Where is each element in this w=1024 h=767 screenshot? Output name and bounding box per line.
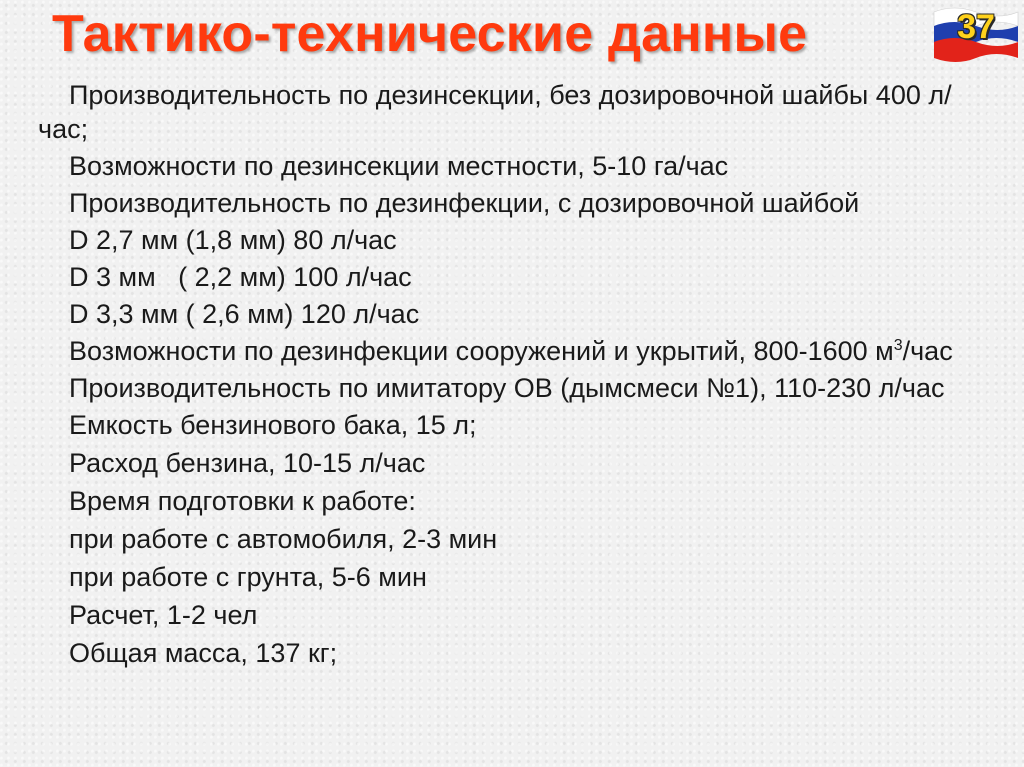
spec-disinsection-productivity: Производительность по дезинсекции, без дозировочной шайбы 400 л/час; xyxy=(38,80,952,144)
spec-terrain-disinsection: Возможности по дезинсекции местности, 5-10 га/час xyxy=(69,151,729,181)
spec-d-3-3: D 3,3 мм ( 2,6 мм) 120 л/час xyxy=(69,299,420,329)
spec-disinfection-productivity: Производительность по дезинфекции, с дозировочной шайбой xyxy=(69,188,860,218)
spec-list xyxy=(38,78,998,674)
spec-prep-time: Время подготовки к работе: xyxy=(69,486,416,516)
spec-fuel-consumption: Расход бензина, 10-15 л/час xyxy=(69,448,426,478)
slide-number: 37 xyxy=(957,8,995,46)
spec-simulator-productivity: Производительность по имитатору ОВ (дымсмеси №1), 110-230 л/час xyxy=(69,373,945,403)
slide-title: Тактико-технические данные xyxy=(52,5,808,63)
cubic-superscript: 3 xyxy=(893,337,903,354)
spec-crew: Расчет, 1-2 чел xyxy=(69,600,258,630)
spec-total-mass: Общая масса, 137 кг; xyxy=(69,638,338,668)
spec-structures-disinfection xyxy=(38,334,998,368)
spec-structures-unit: /час xyxy=(902,336,953,366)
spec-fuel-tank: Емкость бензинового бака, 15 л; xyxy=(69,410,477,440)
spec-prep-ground: при работе с грунта, 5-6 мин xyxy=(69,562,427,592)
spec-prep-vehicle: при работе с автомобиля, 2-3 мин xyxy=(69,524,498,554)
spec-d-3: D 3 мм ( 2,2 мм) 100 л/час xyxy=(69,262,412,292)
spec-d-2-7: D 2,7 мм (1,8 мм) 80 л/час xyxy=(69,225,397,255)
spec-structures-text: Возможности по дезинфекции сооружений и укрытий, 800-1600 м xyxy=(69,336,894,366)
